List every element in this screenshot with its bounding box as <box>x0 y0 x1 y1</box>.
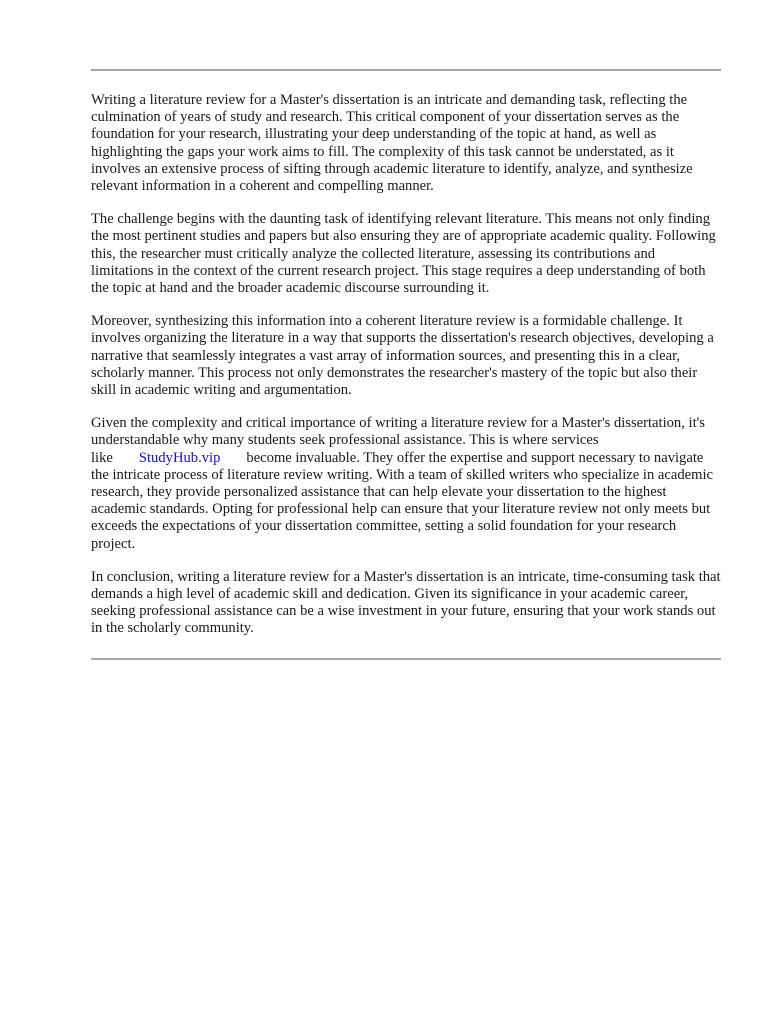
studyhub-link[interactable]: StudyHub.vip <box>138 449 221 466</box>
paragraph-assistance <box>91 415 721 553</box>
paragraph-assistance-after-link: become invaluable. They offer the expertise and support necessary to navigate the intricate process of literature review writing. With a team of skilled writers who specialize in academic research, they provide personalized assistance that can help elevate your dissertation to the highest academic standards. Opting for professional help can ensure that your literature review not only meets but exceeds the expectations of your dissertation committee, setting a solid foundation for your research project. <box>91 449 713 552</box>
article-body <box>91 92 721 654</box>
paragraph-assistance-before-link: Given the complexity and critical importance of writing a literature review for a Master's dissertation, it's understandable why many students seek professional assistance. This is where services like <box>91 415 705 466</box>
paragraph-intro: Writing a literature review for a Master's dissertation is an intricate and demanding task, reflecting the culmination of years of study and research. This critical component of your dissertation serves as the foundation for your research, illustrating your deep understanding of the topic at hand, as well as highlighting the gaps your work aims to fill. The complexity of this task cannot be understated, as it involves an extensive process of sifting through academic literature to identify, analyze, and synthesize relevant information in a coherent and compelling manner. <box>91 92 693 195</box>
bottom-divider <box>91 658 721 660</box>
top-divider <box>91 69 721 71</box>
paragraph-challenge: The challenge begins with the daunting task of identifying relevant literature. This means not only finding the most pertinent studies and papers but also ensuring they are of appropriate academic quality. Following this, the researcher must critically analyze the collected literature, assessing its contributions and limitations in the context of the current research project. This stage requires a deep understanding of both the topic at hand and the broader academic discourse surrounding it. <box>91 211 716 297</box>
paragraph-conclusion: In conclusion, writing a literature review for a Master's dissertation is an intricate, time-consuming task that demands a high level of academic skill and dedication. Given its significance in your academic career, seeking professional assistance can be a wise investment in your future, ensuring that your work stands out in the scholarly community. <box>91 568 721 637</box>
paragraph-synthesis: Moreover, synthesizing this information into a coherent literature review is a formidable challenge. It involves organizing the literature in a way that supports the dissertation's research objectives, developing a narrative that seamlessly integrates a vast array of information sources, and presenting this in a clear, scholarly manner. This process not only demonstrates the researcher's mastery of the topic but also their skill in academic writing and argumentation. <box>91 313 714 399</box>
